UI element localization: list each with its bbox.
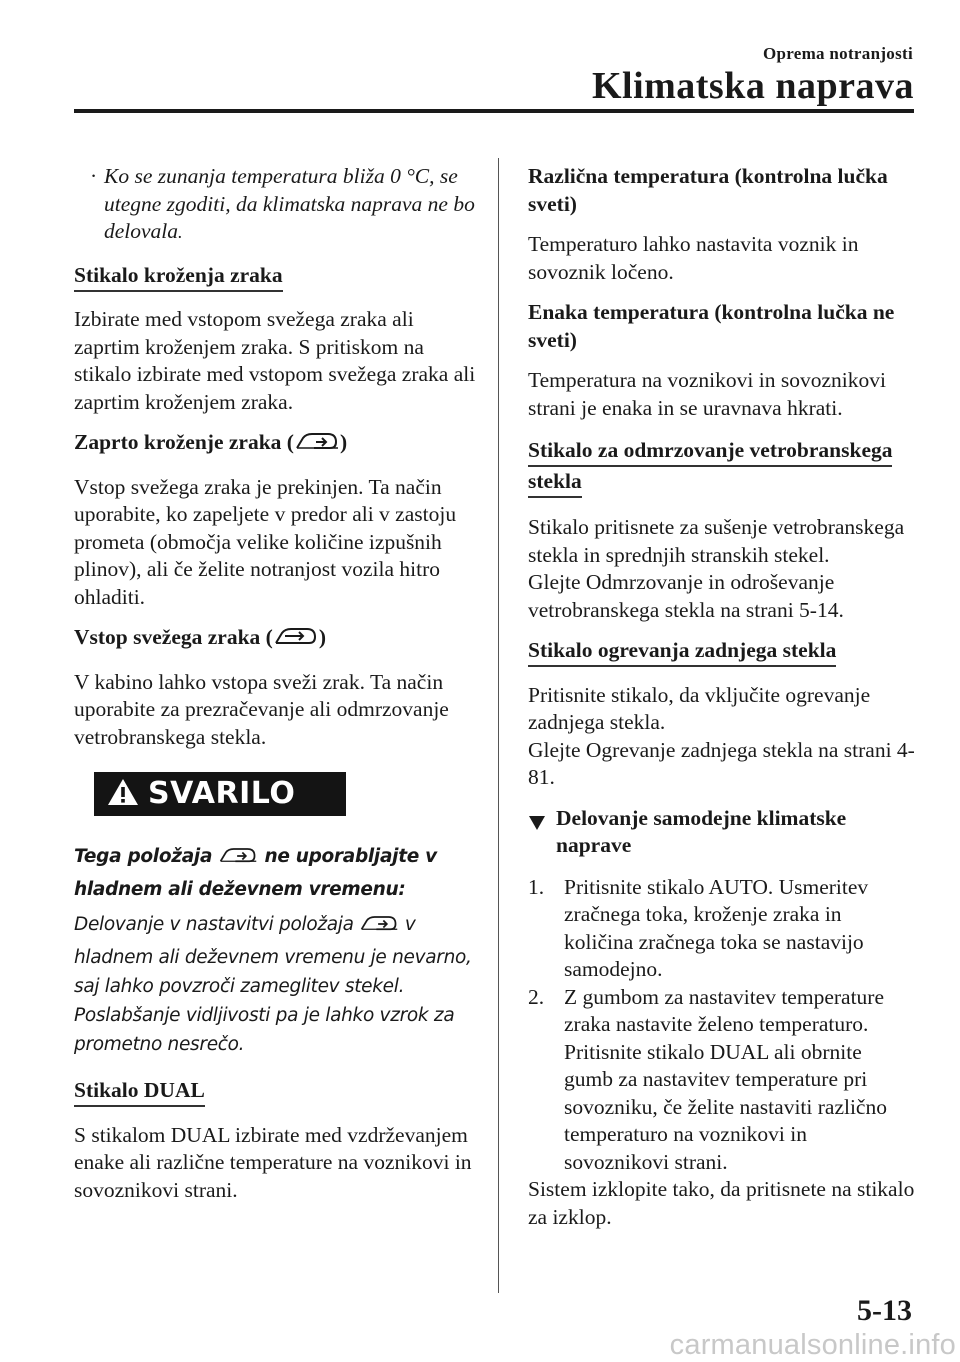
bullet-note-tail: . [178,222,183,242]
bullet-note [74,163,476,247]
defrost-text [528,514,916,624]
step-item [528,874,916,984]
circulation-heading: Stikalo kroženja zraka [74,263,283,292]
watermark: carmanualsonline.info [669,1329,956,1361]
closing-text: Sistem izklopite tako, da pritisnete na stikalo za izklop. [528,1177,915,1229]
warning-heading [74,842,476,904]
fresh-heading-post: ) [318,625,327,649]
dual-heading-wrap [74,1077,476,1105]
step-number: 1. [528,874,545,899]
defrost-heading-wrap [528,435,916,497]
closed-circulation-text: Vstop svežega zraka je prekinjen. Ta način uporabite, ko zapeljete v predor ali v zastoju prometa (območja velike količine izpušnih plinov), ali če želite notranjost vozila hitro ohladiti. [74,474,457,609]
recirculation-icon [359,914,399,943]
recirculation-icon [294,431,340,461]
down-triangle-icon [528,811,546,839]
left-column [74,163,476,1217]
auto-operation-heading [528,805,916,860]
step-text: Pritisnite stikalo AUTO. Usmeritev zračnega toka, kroženje zraka in količina zračnega toka se nastavijo samodejno. [564,874,869,981]
circulation-text: Izbirate med vstopom svežega zraka ali zaprtim kroženjem zraka. S pritiskom na stikalo izbirate med vstopom svežega zraka ali zaprtim kroženjem zraka. [74,307,476,414]
closed-circulation-heading [74,429,476,461]
rear-window-heading: Stikalo ogrevanja zadnjega stekla [528,638,836,667]
warning-label: SVARILO [148,776,296,812]
auto-steps-list [528,874,916,1177]
bullet-dot: · [90,164,98,188]
header-rule [74,109,914,113]
same-temp-heading: Enaka temperatura (kontrolna lučka ne sveti) [528,300,895,352]
step-text: Z gumbom za nastavitev temperature zraka nastavite želeno temperaturo. Pritisnite stikalo DUAL ali obrnite gumb za nastavitev temperature pri sovozniku, če želite nastaviti različno temperaturo na voznikovi in sovoznikovi strani. [564,984,887,1174]
warning-text-post: v hladnem ali deževnem vremenu je nevarno, saj lahko povzroči zameglitev stekel. Poslabšanje vidljivosti pa je lahko vzrok za prometno nesrečo. [74,914,472,1055]
warning-badge [94,772,346,816]
bullet-note-text: Ko se zunanja temperatura bliža 0 °C, se utegne zgoditi, da klimatska naprava ne bo delovala [104,164,475,243]
warning-triangle-icon [106,777,140,812]
rear-window-text [528,682,916,792]
auto-heading-text: Delovanje samodejne klimatske naprave [556,805,847,857]
step-item [528,984,916,1177]
warning-heading-pre: Tega položaja [74,846,213,867]
column-divider [498,158,499,1293]
defrost-description: Stikalo pritisnete za sušenje vetrobranskega stekla in sprednjih stranskih stekel. [528,515,905,567]
dual-text: S stikalom DUAL izbirate med vzdrževanjem enake ali različne temperature na voznikovi in sovoznikovi strani. [74,1122,472,1202]
warning-text [74,910,476,1059]
fresh-air-text: V kabino lahko vstopa sveži zrak. Ta način uporabite za prezračevanje ali odmrzovanje vetrobranskega stekla. [74,669,449,749]
dual-heading: Stikalo DUAL [74,1078,205,1107]
right-column [528,163,916,1244]
same-temp-text: Temperatura na voznikovi in sovoznikovi strani je enaka in se uravnava hkrati. [528,368,886,420]
warning-text-pre: Delovanje v nastavitvi položaja [74,914,354,935]
defrost-reference: Glejte Odmrzovanje in odroševanje vetrobranskega stekla na strani 5-14. [528,570,844,622]
fresh-air-icon [273,626,319,656]
rear-window-description: Pritisnite stikalo, da vključite ogrevanje zadnjega stekla. [528,682,871,734]
different-temp-heading: Različna temperatura (kontrolna lučka sveti) [528,164,888,216]
closed-heading-pre: Zaprto kroženje zraka ( [74,430,294,454]
fresh-heading-pre: Vstop svežega zraka ( [74,625,273,649]
warning-heading-post: ne uporabljajte v hladnem ali deževnem vremenu: [74,846,437,900]
step-number: 2. [528,984,545,1009]
different-temp-text: Temperaturo lahko nastavita voznik in sovoznik ločeno. [528,232,859,284]
rear-window-reference: Glejte Ogrevanje zadnjega stekla na strani 4-81. [528,737,915,789]
page-number: 5-13 [857,1294,912,1327]
rear-heading-wrap [528,637,916,665]
fresh-air-heading [74,624,476,656]
circulation-heading-wrap [74,262,476,290]
closed-heading-post: ) [339,430,348,454]
recirculation-icon [218,846,258,875]
page-title: Klimatska naprava [591,65,914,107]
header-section-label: Oprema notranjosti [762,44,913,63]
defrost-heading: Stikalo za odmrzovanje vetrobranskega stekla [528,438,892,498]
